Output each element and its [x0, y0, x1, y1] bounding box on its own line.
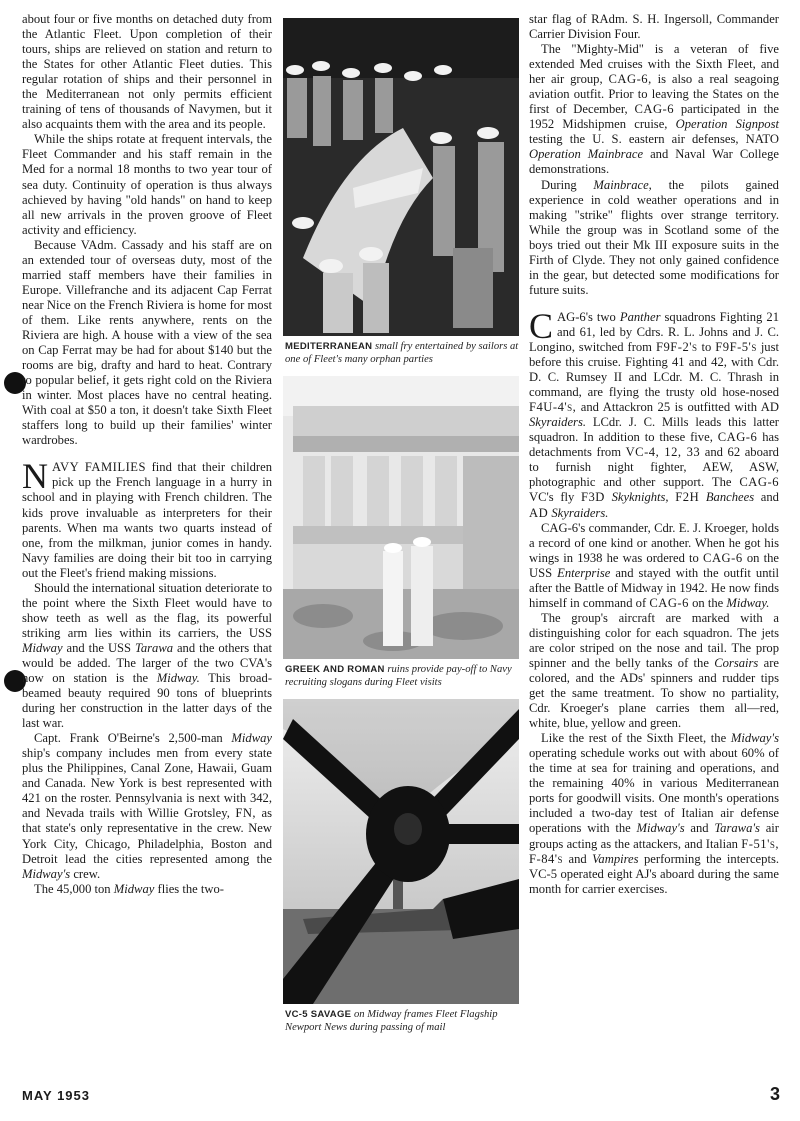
paragraph: The group's aircraft are marked with a distinguishing color for each squadron. The jets are color striped on the nose and tail. The prop spinner and the belly tanks of the Corsairs are colored, and the ADs' spinners and rudder tips get the same treatment. To show no partiality, Cdr. Kroeger's plane carries them all—red, white, blue, yellow and green. — [529, 610, 779, 731]
paragraph: CAG-6's commander, Cdr. E. J. Kroeger, holds a record of one kind or another. When he got his wings in 1938 he was ordered to CAG-6 on the USS Enterprise and stayed with the outfit until after the Battle of Midway in 1942. He now finds himself in command of CAG-6 on the Midway. — [529, 520, 779, 610]
paragraph: Like the rest of the Sixth Fleet, the Midway's operating schedule works out with about 60% of the time at sea for training and operations, and the remaining 40% in various Mediterranean ports for goodwill visits. One month's operations included a two-day test of Italian air defense operations with the Midway's and Tarawa's air groups acting as the attackers, and Italian F-51's, F-84's and Vampires performing the intercepts. VC-5 operated eight AJ's aboard during the same month for carrier exercises. — [529, 731, 780, 896]
issue-date: MAY 1953 — [22, 1088, 90, 1103]
drop-cap: N — [22, 456, 48, 497]
paragraph: CAG-6's two Panther squadrons Fighting 21 and 61, led by Cdrs. R. L. Johns and J. C. Longino, switched from F9F-2's to F9F-5's just before this cruise. Fighting 41 and 42, with Cdr. D. C. Rumsey II and LCdr. M. C. Thrash in command, are flying the trusty old hose-nosed F4U-4's, and Attackron 25 is outfitted with AD Skyraiders. LCdr. J. C. Mills leads this latter squadron. In addition to these five, CAG-6 has detachments from VC-4, 12, 33 and 62 aboard to furnish night fighter, AEW, ASW, photographic and other support. The CAG-6 VC's fly F3D Skyknights, F2H Banchees and AD Skyraiders. — [529, 305, 780, 520]
photo-image — [283, 18, 519, 336]
photo-image — [283, 699, 519, 1004]
paragraph: The 45,000 ton Midway flies the two- — [34, 881, 224, 896]
paragraph: NAVY FAMILIES find that their children pick up the French language in a hurry in school and in playing with French children. The kids prove invaluable as interpreters for their parents. When ma wants two quarts instead of one, from the milkman, junior comes in handy. Navy families are doing their bit too in carrying out the Fleet's friend making missions. — [22, 456, 273, 580]
paragraph: While the ships rotate at frequent intervals, the Fleet Commander and his staff remain in the Med for a normal 18 months to two year tour of sea duty. Continuity of operation is thus always achieved by having "old hands" on hand to keep all new arrivals in the proven groove of Fleet activity and efficiency. — [22, 132, 272, 237]
paragraph: star flag of RAdm. S. H. Ingersoll, Commander Carrier Division Four. — [529, 12, 779, 42]
left-column — [22, 12, 272, 897]
photo-vc5-savage — [283, 699, 519, 1004]
paragraph: The "Mighty-Mid" is a veteran of five extended Med cruises with the Sixth Fleet, and her air group, CAG-6, is also a real seagoing aviation outfit. Prior to leaving the States on the first of December, CAG-6 participated in the 1952 Midshipmen cruise, Operation Signpost testing the U. S. eastern air defenses, NATO Operation Mainbrace and Naval War College demonstrations. — [529, 42, 779, 177]
photo-column — [283, 18, 519, 1044]
page-number: 3 — [770, 1084, 781, 1104]
caption: GREEK AND ROMAN ruins provide pay-off to Navy recruiting slogans during Fleet visits — [285, 664, 512, 688]
right-column — [529, 12, 779, 897]
photo-greek-ruins — [283, 376, 519, 659]
caption: MEDITERRANEAN small fry entertained by sailors at one of Fleet's many orphan parties — [285, 341, 519, 365]
photo-sailors-orphans — [283, 18, 519, 336]
paragraph: about four or five months on detached duty from the Atlantic Fleet. Upon completion of their tours, ships are relieved on station and return to the States for other Atlantic Fleet duties. This regular rotation of ships and their personnel in the Mediterranean not only permits efficient training of tens of thousands of Navymen, but it also acquaints them with the area and its people. — [22, 12, 272, 132]
paragraph: Capt. Frank O'Beirne's 2,500-man Midway ship's company includes men from every state plus the Philippines, Canal Zone, Hawaii, Guam and Canada. New York is best represented with 421 on the roster. Pennsylvania is next with 342, and Nevada trails with Willie Grotsley, FN, as that state's only representative in the crew. New York City, Chicago, Philadelphia, Boston and Detroit lead the cities represented among the Midway's crew. — [22, 731, 273, 881]
drop-cap: C — [529, 305, 554, 346]
photo-image — [283, 376, 519, 659]
caption: VC-5 SAVAGE on Midway frames Fleet Flagship Newport News during passing of mail — [285, 1009, 498, 1033]
paragraph: Should the international situation deteriorate to the point where the Sixth Fleet would have to show teeth as well as the flag, its powerful striking arm lies within its carriers, the USS Midway and the USS Tarawa and the others that would be added. The larger of the two CVA's now on station is the Midway. This broad-beamed beauty required 90 tons of blueprints during her construction in the latter days of the last war. — [22, 580, 273, 731]
paragraph: Because VAdm. Cassady and his staff are on an extended tour of overseas duty, most of the married staff members have their families in Europe. Villefranche and its adjacent Cap Ferrat near Nice on the French Riviera is home for most of them. Like rents anywhere, rents on the Riviera are high. A house with a view of the sea on Cap Ferrat may be had for about $140 but the rooms are big, drafty and hard to heat. Contrary to popular belief, it gets right cold on the Riviera in winter. Most places have no central heating. With coal at $50 a ton, it doesn't take Sixth Fleet staffers long to build up their families' winter wardrobes. — [22, 237, 272, 448]
paragraph: During Mainbrace, the pilots gained experience in cold weather operations and in making "strike" flights over strange territory. While the group was in Scotland some of the boys tried out their Mk III exposure suits in the Firth of Clyde. They not only gained confidence in the gear, but detected some modifications for future suits. — [529, 177, 779, 297]
